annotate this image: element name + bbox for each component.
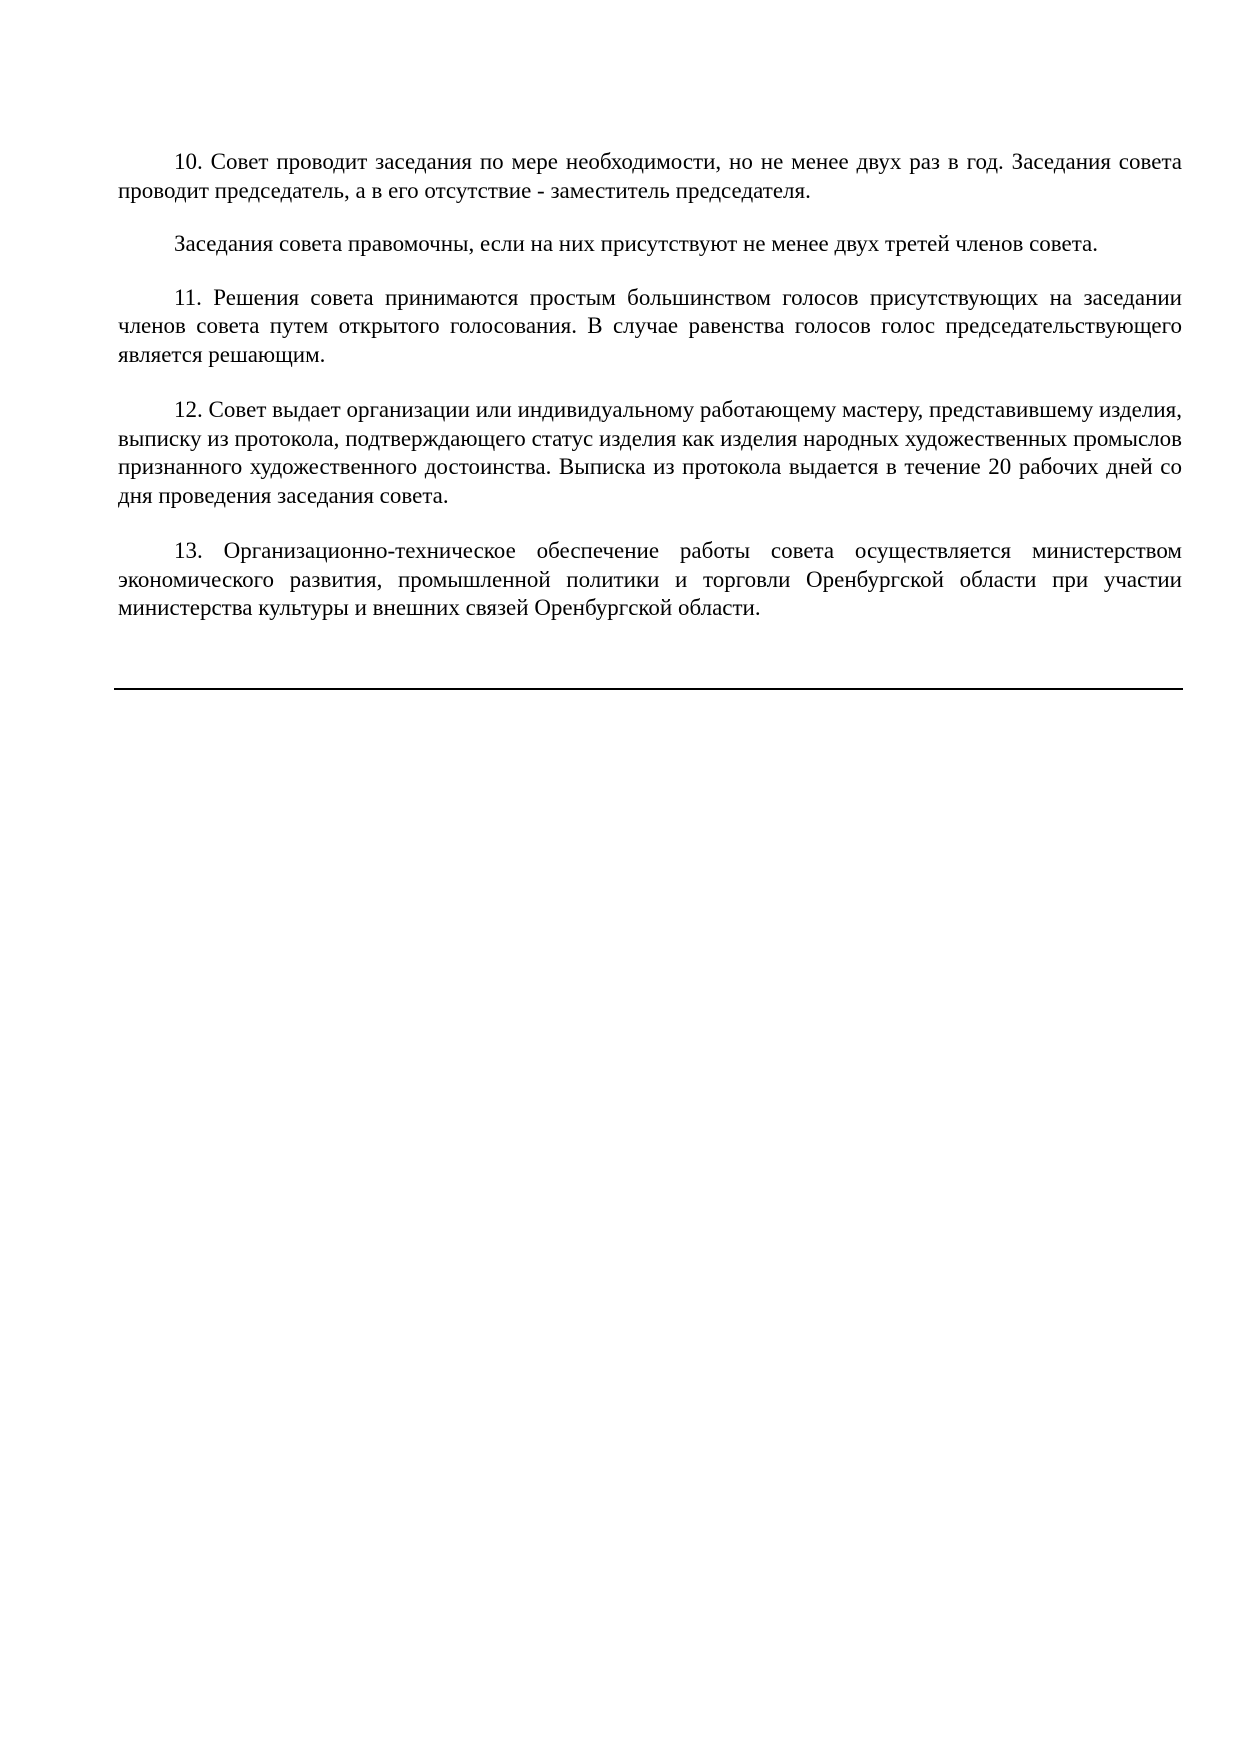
document-body xyxy=(118,148,1182,623)
paragraph-13: 13. Организационно-техническое обеспечение работы совета осуществляется министерством экономического развития, промышленной политики и торговли Оренбургской области при участии министерства культуры и внешних связей Оренбургской области. xyxy=(118,538,1182,620)
paragraph-10: 10. Совет проводит заседания по мере необходимости, но не менее двух раз в год. Заседания совета проводит председатель, а в его отсутствие - заместитель председателя. xyxy=(118,149,1182,203)
paragraph-12: 12. Совет выдает организации или индивидуальному работающему мастеру, представившему изделия, выписку из протокола, подтверждающего статус изделия как изделия народных художественных промыслов признанного художественного достоинства. Выписка из протокола выдается в течение 20 рабочих дней со дня проведения заседания совета. xyxy=(118,397,1182,508)
paragraph-10-quorum: Заседания совета правомочны, если на них присутствуют не менее двух третей членов совета. xyxy=(174,231,1099,256)
paragraph-11: 11. Решения совета принимаются простым большинством голосов присутствующих на заседании членов совета путем открытого голосования. В случае равенства голосов голос председательствующего является решающим. xyxy=(118,284,1182,367)
end-of-document-rule xyxy=(114,688,1183,690)
